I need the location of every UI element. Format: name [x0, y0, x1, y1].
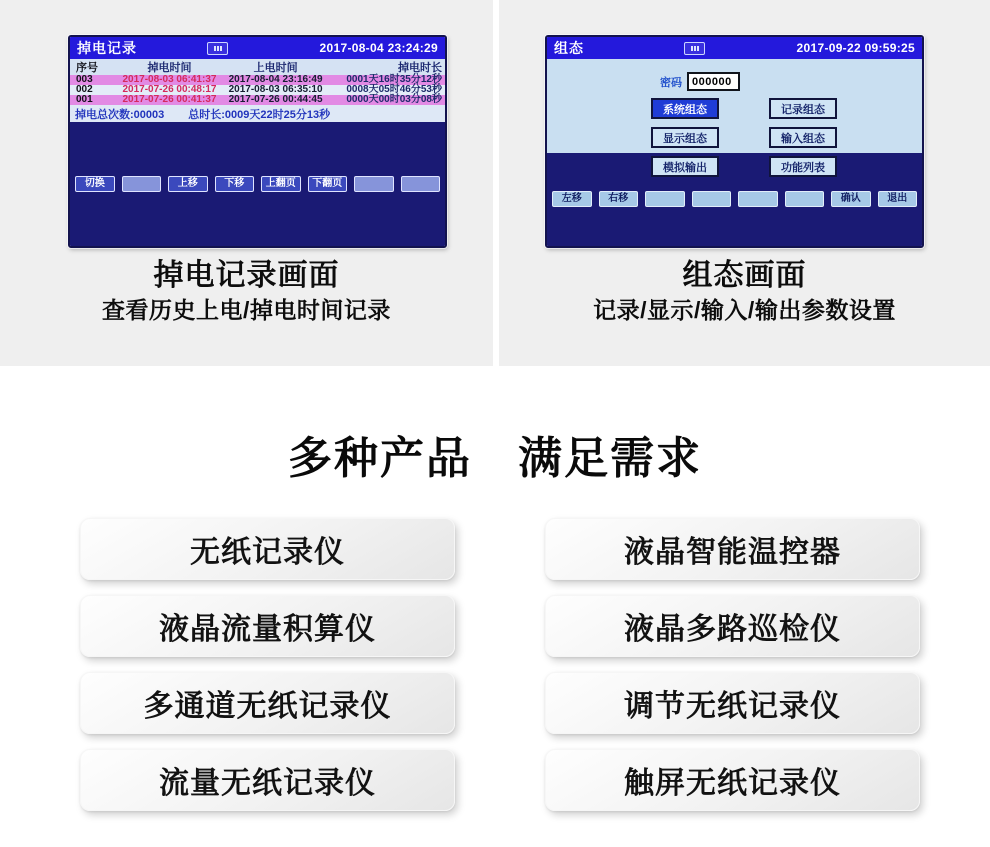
- softkey-退出[interactable]: 退出: [878, 191, 918, 207]
- password-row: [547, 72, 922, 91]
- poweroff-table-header: [70, 59, 445, 75]
- softkey-下翻页[interactable]: 下翻页: [308, 176, 348, 192]
- poweroff-record-card: [0, 0, 493, 366]
- product-button[interactable]: 调节无纸记录仪: [545, 672, 920, 734]
- softkey-右移[interactable]: 右移: [599, 191, 639, 207]
- config-screen: [545, 35, 924, 248]
- cell-seq: 002: [76, 84, 93, 95]
- product-column-left: [80, 518, 455, 811]
- poweroff-table-body: [70, 75, 445, 105]
- poweroff-titlebar: [70, 37, 445, 59]
- cell-off: 2017-08-03 06:41:37: [122, 74, 217, 85]
- poweroff-caption-title: 掉电记录画面: [153, 259, 340, 292]
- column-duration: 掉电时长: [398, 62, 442, 74]
- config-menu-row: [547, 98, 922, 119]
- usb-icon: [207, 42, 228, 55]
- poweroff-caption-subtitle: 查看历史上电/掉电时间记录: [102, 297, 391, 323]
- softkey-blank[interactable]: [738, 191, 778, 207]
- column-poweron-time: 上电时间: [253, 62, 298, 74]
- column-poweroff-time: 掉电时间: [147, 62, 192, 74]
- config-menu: [547, 98, 922, 177]
- cell-on: 2017-08-03 06:35:10: [228, 84, 323, 95]
- password-input[interactable]: 000000: [687, 72, 740, 91]
- softkey-确认[interactable]: 确认: [831, 191, 871, 207]
- config-button-输入组态[interactable]: 输入组态: [769, 127, 837, 148]
- config-caption-title: 组态画面: [682, 259, 807, 292]
- config-card: [499, 0, 990, 366]
- cell-off: 2017-07-26 00:41:37: [122, 94, 217, 105]
- softkey-blank[interactable]: [401, 176, 441, 192]
- softkey-blank[interactable]: [122, 176, 162, 192]
- cell-seq: 001: [76, 94, 93, 105]
- product-button[interactable]: 液晶智能温控器: [545, 518, 920, 580]
- softkey-blank[interactable]: [692, 191, 732, 207]
- config-button-系统组态[interactable]: 系统组态: [651, 98, 719, 119]
- config-body: [547, 59, 922, 174]
- cell-dur: 0001天16时35分12秒: [346, 74, 442, 85]
- total-count: 掉电总次数:00003: [75, 108, 165, 121]
- softkey-blank[interactable]: [785, 191, 825, 207]
- product-button[interactable]: 无纸记录仪: [80, 518, 455, 580]
- softkey-下移[interactable]: 下移: [215, 176, 255, 192]
- cell-seq: 003: [76, 74, 93, 85]
- softkey-左移[interactable]: 左移: [552, 191, 592, 207]
- config-titlebar: [547, 37, 922, 59]
- section-heading: 多种产品 满足需求: [288, 434, 702, 483]
- password-label: 密码: [660, 76, 682, 89]
- config-menu-row: [547, 127, 922, 148]
- product-button[interactable]: 多通道无纸记录仪: [80, 672, 455, 734]
- product-button[interactable]: 流量无纸记录仪: [80, 749, 455, 811]
- config-screen-title: 组态: [554, 40, 584, 56]
- config-clock: 2017-09-22 09:59:25: [796, 41, 915, 55]
- softkey-blank[interactable]: [645, 191, 685, 207]
- total-duration: 总时长:0009天22时25分13秒: [188, 108, 331, 121]
- cell-off: 2017-07-26 00:48:17: [122, 84, 217, 95]
- product-button[interactable]: 液晶多路巡检仪: [545, 595, 920, 657]
- config-menu-row: [547, 156, 922, 177]
- softkey-上移[interactable]: 上移: [168, 176, 208, 192]
- softkey-上翻页[interactable]: 上翻页: [261, 176, 301, 192]
- poweroff-screen-title: 掉电记录: [77, 40, 137, 56]
- config-button-记录组态[interactable]: 记录组态: [769, 98, 837, 119]
- cell-on: 2017-08-04 23:16:49: [228, 74, 323, 85]
- poweroff-softkey-bar: [70, 122, 445, 246]
- product-button[interactable]: 触屏无纸记录仪: [545, 749, 920, 811]
- product-column-right: [545, 518, 920, 811]
- cell-dur: 0000天00时03分08秒: [346, 94, 442, 105]
- column-seq: 序号: [76, 62, 98, 74]
- config-button-显示组态[interactable]: 显示组态: [651, 127, 719, 148]
- config-button-模拟输出[interactable]: 模拟输出: [651, 156, 719, 177]
- cell-on: 2017-07-26 00:44:45: [228, 94, 323, 105]
- usb-icon: [684, 42, 705, 55]
- table-row: [70, 95, 445, 105]
- softkey-切换[interactable]: 切换: [75, 176, 115, 192]
- poweroff-record-screen: [68, 35, 447, 248]
- cell-dur: 0008天05时46分53秒: [346, 84, 442, 95]
- poweroff-clock: 2017-08-04 23:24:29: [319, 41, 438, 55]
- poweroff-status-row: [70, 105, 445, 122]
- product-button[interactable]: 液晶流量积算仪: [80, 595, 455, 657]
- softkey-blank[interactable]: [354, 176, 394, 192]
- config-caption-subtitle: 记录/显示/输入/输出参数设置: [593, 297, 896, 323]
- config-button-功能列表[interactable]: 功能列表: [769, 156, 837, 177]
